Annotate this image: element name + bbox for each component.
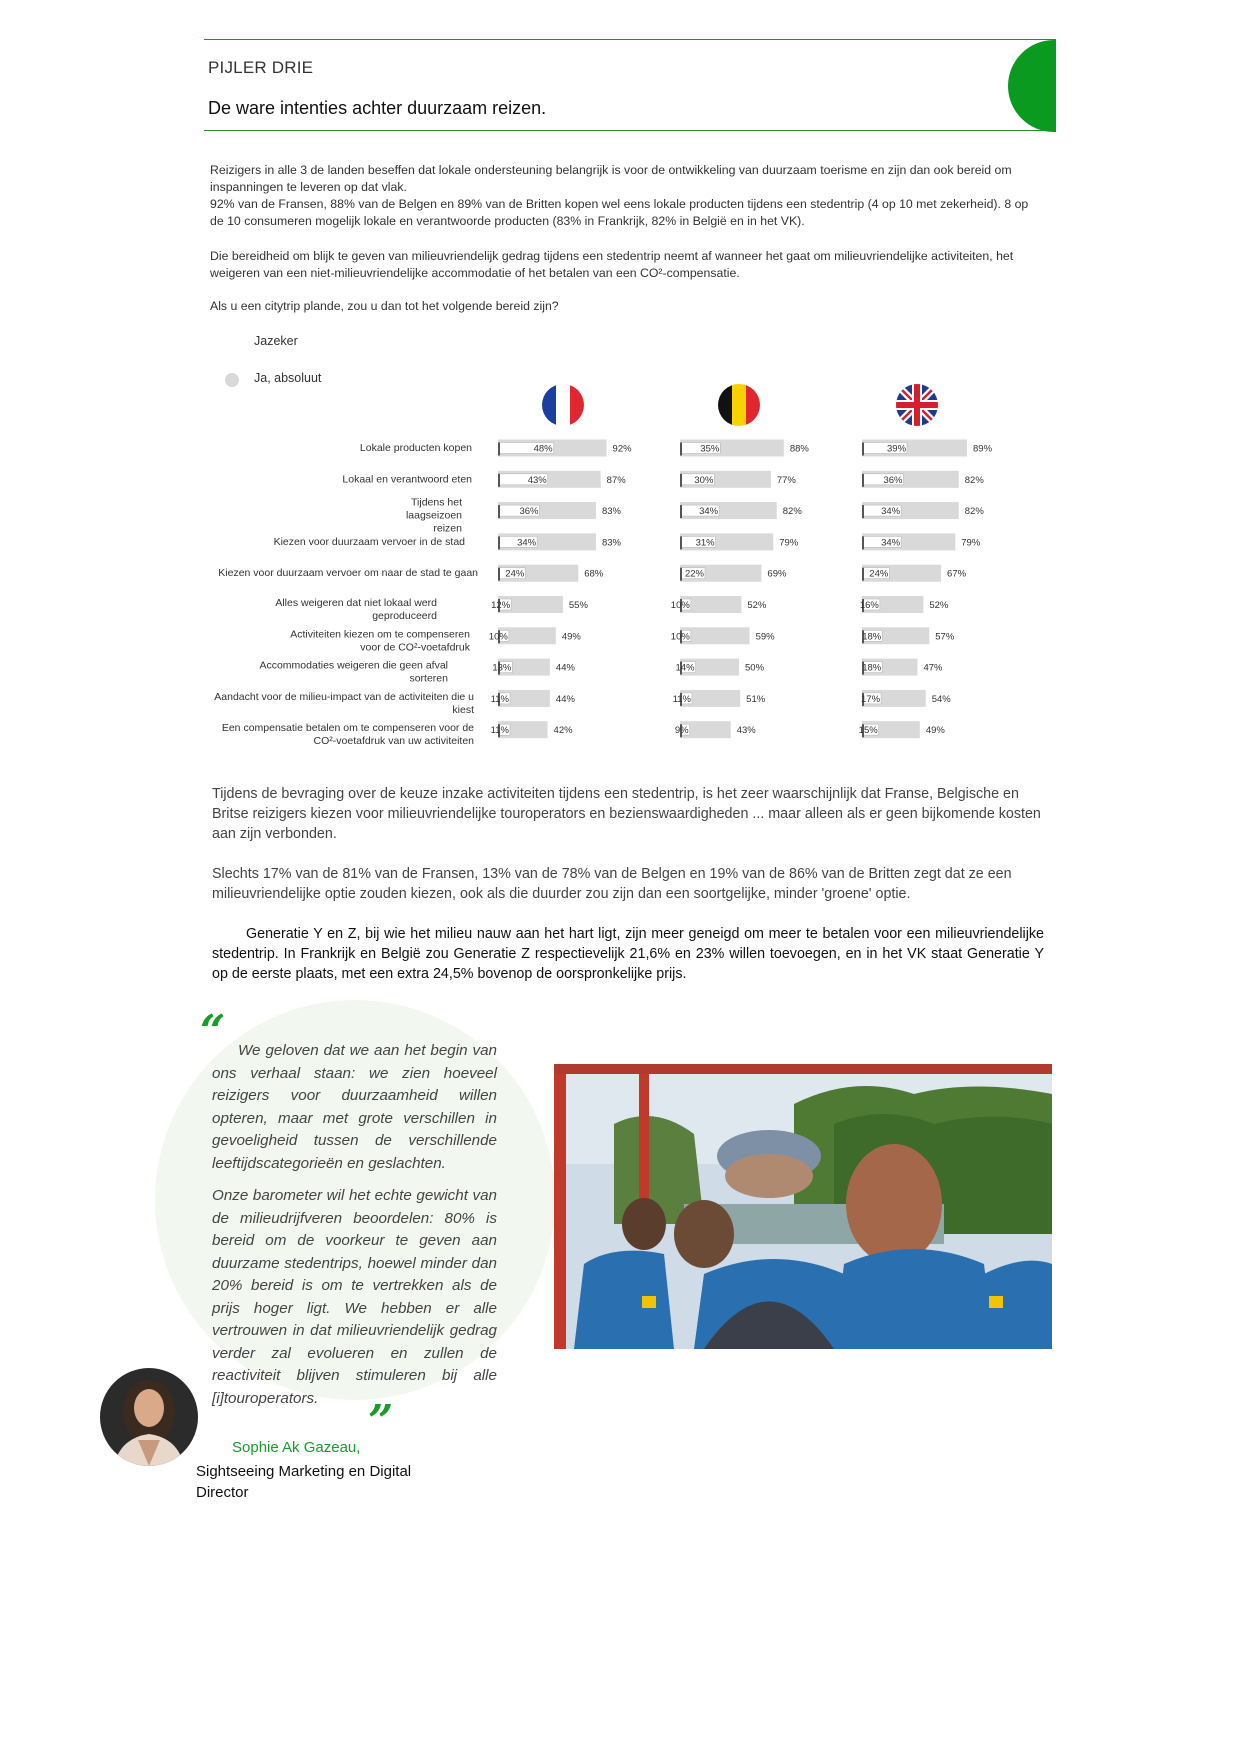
legend-label-absoluut: Ja, absoluut [254, 371, 322, 385]
bar-edge [680, 505, 682, 518]
legend-label-jazeker: Jazeker [254, 334, 298, 348]
category-label: Kiezen voor duurzaam vervoer om naar de stad te gaan [218, 567, 478, 580]
bar-outer-label: 89% [973, 443, 993, 455]
quote-close-mark: ” [368, 1396, 394, 1447]
avatar [100, 1368, 198, 1466]
quote-paragraph-1: We geloven dat we aan het begin van ons verhaal staan: we zien hoeveel reizigers voor duurzaamheid willen opteren, maar met grote verschillen in gevoeligheid tussen de verschillende leeftijdscategorieën en geslachten. [212, 1042, 497, 1172]
bar-outer-label: 82% [964, 506, 984, 518]
bar-inner-label: 34% [699, 506, 719, 518]
france-flag-icon [542, 384, 584, 426]
bar-inner-label: 36% [519, 506, 539, 518]
bar-outer-label: 54% [931, 693, 951, 705]
bar-inner-label: 34% [881, 537, 901, 549]
bar-edge [680, 568, 682, 581]
bar-edge [498, 443, 500, 456]
bar-inner-label: 9% [674, 725, 689, 737]
body-paragraph-3: Generatie Y en Z, bij wie het milieu nauw aan het hart ligt, zijn meer geneigd om meer te betalen voor een milieuvriendelijke stedentrip. In Frankrijk en België zou Generatie Z respectievelijk 21,6% en 23% willen toevoegen, en in het VK staat Generatie Y op de eerste plaats, met een extra 24,5% bovenop de oorspronkelijke prijs. [212, 926, 1044, 982]
bar-inner-label: 14% [675, 662, 695, 674]
bar-inner-label: 48% [533, 443, 553, 455]
bar-inner-label: 39% [887, 443, 907, 455]
category-label: Activiteiten kiezen om te compenseren voor de CO²-voetafdruk [290, 628, 470, 654]
quote-open-mark: “ [200, 1006, 226, 1057]
bar-edge [680, 443, 682, 456]
quote-author: Sophie Ak Gazeau, [232, 1439, 361, 1456]
bar-inner-label: 34% [881, 506, 901, 518]
bar-inner-label: 15% [858, 725, 878, 737]
bar-inner-label: 11% [490, 725, 509, 737]
bar-outer-label: 67% [947, 568, 967, 580]
bar-outer-label: 43% [736, 725, 756, 737]
bar-outer-label: 82% [964, 474, 984, 486]
bar-edge [498, 536, 500, 549]
bar-inner-label: 43% [527, 474, 547, 486]
bar-outer-label: 88% [789, 443, 809, 455]
bar-outer-label: 52% [747, 600, 767, 611]
chart-bars [489, 440, 993, 739]
bar-inner-label: 34% [517, 537, 537, 549]
bar-edge [680, 536, 682, 549]
bar-inner-label: 24% [505, 568, 525, 580]
bar-outer-label: 51% [746, 693, 766, 705]
bar-outer-label: 68% [584, 568, 604, 580]
intro-paragraph-3: Die bereidheid om blijk te geven van milieuvriendelijk gedrag tijdens een stedentrip neemt af wanneer het gaat om milieuvriendelijke activiteiten, het weigeren van een niet-milieuvriendelijke accommodatie of het betalen van een CO²-compensatie. [210, 249, 1014, 280]
bar-edge [680, 474, 682, 487]
bar-edge [862, 474, 864, 487]
uk-flag-icon [896, 384, 938, 426]
bar-outer-label: 69% [767, 568, 787, 580]
bar-outer-label: 42% [553, 725, 573, 737]
bar-edge [498, 568, 500, 581]
bar-inner-label: 12% [491, 600, 511, 611]
category-label: Lokaal en verantwoord eten [342, 473, 472, 486]
bar-edge [498, 474, 500, 487]
bus-tour-photo [554, 1064, 1052, 1349]
category-label: Tijdens het laagseizoen reizen [405, 496, 462, 535]
bar-outer-label: 57% [935, 631, 955, 643]
bar-inner-label: 10% [670, 631, 690, 643]
bar-outer-label: 50% [745, 662, 765, 674]
bar-edge [862, 568, 864, 581]
bar-inner-label: 18% [862, 662, 882, 674]
intro-paragraph-1: Reizigers in alle 3 de landen beseffen dat lokale ondersteuning belangrijk is voor de ontwikkeling van duurzaam toerisme en zijn dan ook bereid om inspanningen te leveren op dat vlak. [210, 163, 1012, 194]
bar-inner-label: 13% [492, 662, 512, 674]
page-title: De ware intenties achter duurzaam reizen. [208, 98, 547, 118]
category-labels [214, 442, 478, 747]
category-label: Aandacht voor de milieu-impact van de activiteiten die u kiest [214, 690, 474, 716]
bar-inner-label: 16% [859, 600, 879, 611]
bar-inner-label: 35% [700, 443, 720, 455]
bar-outer-label: 82% [782, 506, 802, 518]
quote-paragraph-2: Onze barometer wil het echte gewicht van de milieudrijfveren beoordelen: 80% is bereid om de voorkeur te geven aan duurzame stedentrips, hoewel minder dan 20% bereid is om te vertrekken als de prijs hoger ligt. We hebben er alle vertrouwen in dat milieuvriendelijk gedrag verder zal evolueren en zullen de reactiviteit blijven stimuleren bij alle [i]touroperators. [212, 1187, 497, 1407]
category-label: Een compensatie betalen om te compenseren voor de CO²-voetafdruk van uw activiteiten [221, 722, 474, 748]
bar-outer-label: 79% [961, 537, 981, 549]
bar-inner-label: 17% [861, 693, 881, 705]
bar-outer-label: 92% [612, 443, 632, 455]
quote-text [212, 1040, 497, 1420]
willingness-bar-chart [0, 430, 1240, 770]
bar-inner-label: 11% [490, 693, 509, 705]
bar-outer-label: 44% [555, 693, 575, 705]
bar-inner-label: 10% [670, 600, 690, 611]
bar-outer-label: 52% [929, 600, 949, 611]
legend-dot-absoluut [225, 373, 239, 387]
header-bottom-rule [204, 130, 1056, 131]
category-label: Alles weigeren dat niet lokaal werd geproduceerd [275, 597, 437, 622]
category-label: Kiezen voor duurzaam vervoer in de stad [273, 535, 465, 548]
bar-outer-label: 83% [601, 506, 621, 518]
intro-paragraph-2: 92% van de Fransen, 88% van de Belgen en 89% van de Britten kopen wel eens lokale producten tijdens een stedentrip (4 op 10 met zekerheid). 8 op de 10 consumeren mogelijk lokale en verantwoorde producten (83% in Frankrijk, 82% in België en in het VK). [210, 197, 1029, 228]
header-top-rule [204, 39, 1056, 40]
bar-inner-label: 36% [883, 474, 903, 486]
green-half-circle-decoration [1008, 40, 1056, 132]
bar-edge [862, 536, 864, 549]
bar-outer-label: 87% [606, 474, 626, 486]
body-paragraph-2: Slechts 17% van de 81% van de Fransen, 13% van de 78% van de Belgen en 19% van de 86% van de Britten zegt dat ze een milieuvriendelijke optie zouden kiezen, ook als die duurder zou zijn dan een soortgelijke, minder 'groene' optie. [212, 866, 1012, 902]
bar-outer-label: 49% [925, 725, 945, 737]
bar-edge [862, 443, 864, 456]
bar-edge [498, 505, 500, 518]
bar-inner-label: 24% [869, 568, 889, 580]
body-paragraph-1: Tijdens de bevraging over de keuze inzake activiteiten tijdens een stedentrip, is het zeer waarschijnlijk dat Franse, Belgische en Britse reizigers kiezen voor milieuvriendelijke touroperators en bezienswaardigheden ... maar alleen als er geen bijkomende kosten aan zijn verbonden. [212, 786, 1041, 842]
bar-outer-label: 59% [755, 631, 775, 643]
bar-edge [862, 505, 864, 518]
bar-inner-label: 10% [488, 631, 508, 643]
category-label: Lokale producten kopen [359, 442, 472, 454]
category-label: Accommodaties weigeren die geen afval sorteren [259, 659, 448, 685]
bar-outer-label: 49% [561, 631, 581, 643]
bar-inner-label: 31% [695, 537, 715, 549]
section-kicker: PIJLER DRIE [208, 58, 314, 77]
bar-inner-label: 11% [672, 693, 691, 705]
bar-outer-label: 47% [923, 662, 943, 674]
bar-outer-label: 44% [555, 662, 575, 674]
chart-question: Als u een citytrip plande, zou u dan tot het volgende bereid zijn? [210, 299, 559, 313]
bar-outer-label: 55% [568, 600, 588, 611]
bar-outer-label: 79% [779, 537, 799, 549]
belgium-flag-icon [718, 384, 760, 426]
bar-inner-label: 18% [862, 631, 882, 643]
bar-outer-label: 77% [776, 474, 796, 486]
quote-author-role: Sightseeing Marketing en Digital Director [196, 1463, 412, 1501]
bar-inner-label: 30% [694, 474, 714, 486]
bar-inner-label: 22% [684, 568, 704, 580]
bar-outer-label: 83% [601, 537, 621, 549]
